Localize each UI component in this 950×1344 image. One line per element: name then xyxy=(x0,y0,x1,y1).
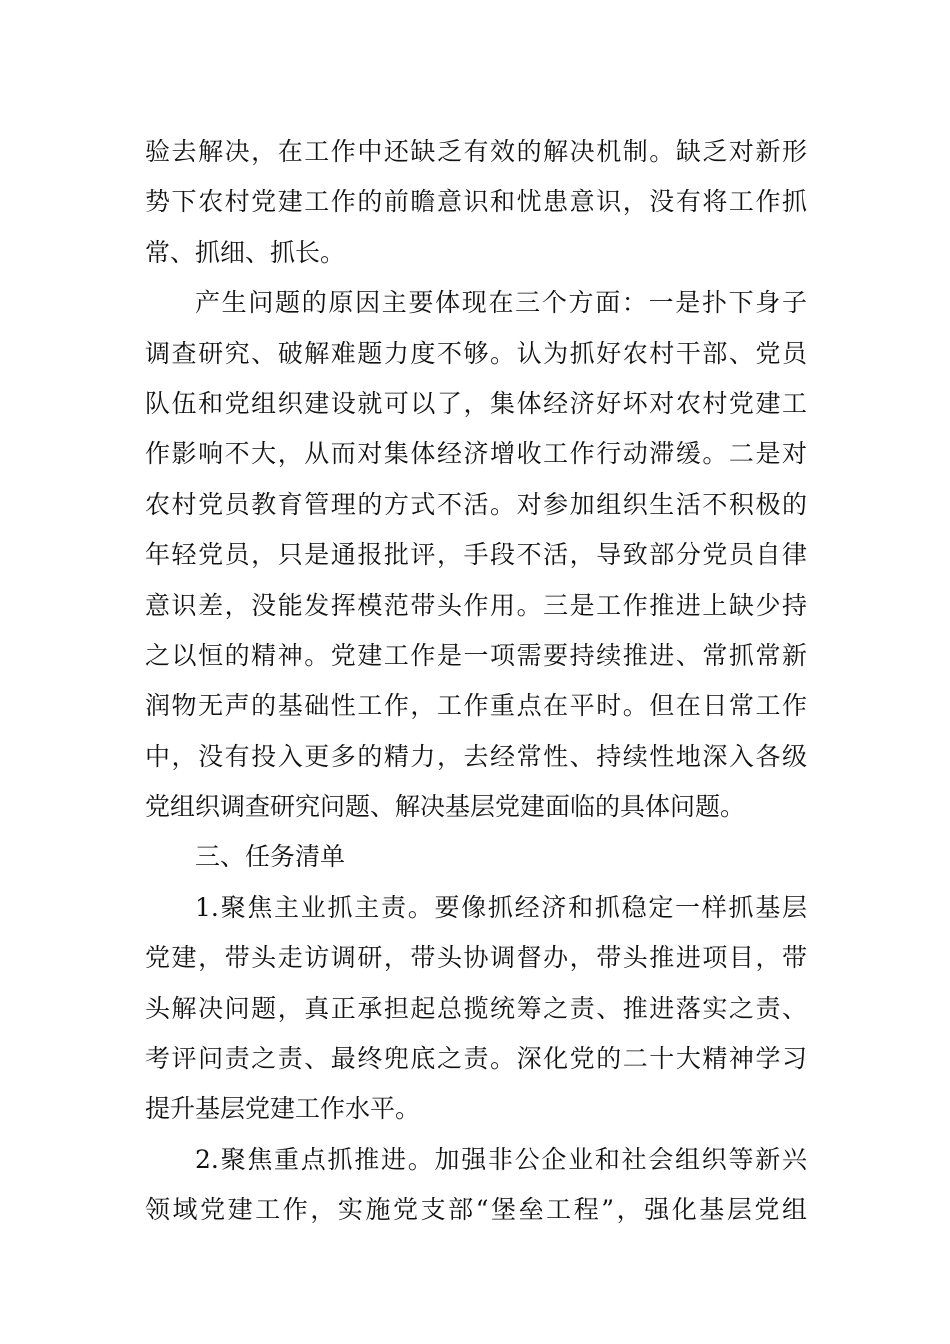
text-line: 提升基层党建工作水平。 xyxy=(145,1094,421,1124)
text-line: 年轻党员，只是通报批评，手段不活，导致部分党员自律 xyxy=(145,540,807,570)
text-line: 润物无声的基础性工作，工作重点在平时。但在日常工作 xyxy=(145,691,807,721)
text-line: 党建，带头走访调研，带头协调督办，带头推进项目，带 xyxy=(145,943,807,973)
text-line: 队伍和党组织建设就可以了，集体经济好坏对农村党建工 xyxy=(145,388,807,418)
paragraph-task-2 xyxy=(145,1135,807,1236)
text-line: 常、抓细、抓长。 xyxy=(145,237,346,267)
text-line: 调查研究、破解难题力度不够。认为抓好农村干部、党员 xyxy=(145,338,807,368)
text-line: 农村党员教育管理的方式不活。对参加组织生活不积极的 xyxy=(145,489,807,519)
text-line: 作影响不大，从而对集体经济增收工作行动滞缓。二是对 xyxy=(145,439,807,469)
text-line: 势下农村党建工作的前瞻意识和忧患意识，没有将工作抓 xyxy=(145,187,807,217)
text-line: 验去解决，在工作中还缺乏有效的解决机制。缺乏对新形 xyxy=(145,137,807,166)
text-line: 党组织调查研究问题、解决基层党建面临的具体问题。 xyxy=(145,792,746,822)
paragraph-1 xyxy=(145,127,807,278)
text-line: 之以恒的精神。党建工作是一项需要持续推进、常抓常新 xyxy=(145,640,807,670)
text-line: 考评问责之责、最终兜底之责。深化党的二十大精神学习 xyxy=(145,1044,807,1074)
text-line: 领域党建工作，实施党支部“堡垒工程”，强化基层党组 xyxy=(145,1195,807,1225)
section-heading-text: 三、任务清单 xyxy=(195,842,346,872)
document-page xyxy=(145,127,807,1236)
text-line: 中，没有投入更多的精力，去经常性、持续性地深入各级 xyxy=(145,741,807,771)
text-line: 2.聚焦重点抓推进。加强非公企业和社会组织等新兴 xyxy=(195,1144,807,1174)
paragraph-2 xyxy=(145,278,807,832)
text-line: 意识差，没能发挥模范带头作用。三是工作推进上缺少持 xyxy=(145,590,807,620)
text-line: 产生问题的原因主要体现在三个方面：一是扑下身子 xyxy=(195,288,807,318)
paragraph-task-1 xyxy=(145,883,807,1135)
text-line: 1.聚焦主业抓主责。要像抓经济和抓稳定一样抓基层 xyxy=(195,892,807,922)
text-line: 头解决问题，真正承担起总揽统筹之责、推进落实之责、 xyxy=(145,993,807,1023)
section-heading xyxy=(145,832,807,882)
